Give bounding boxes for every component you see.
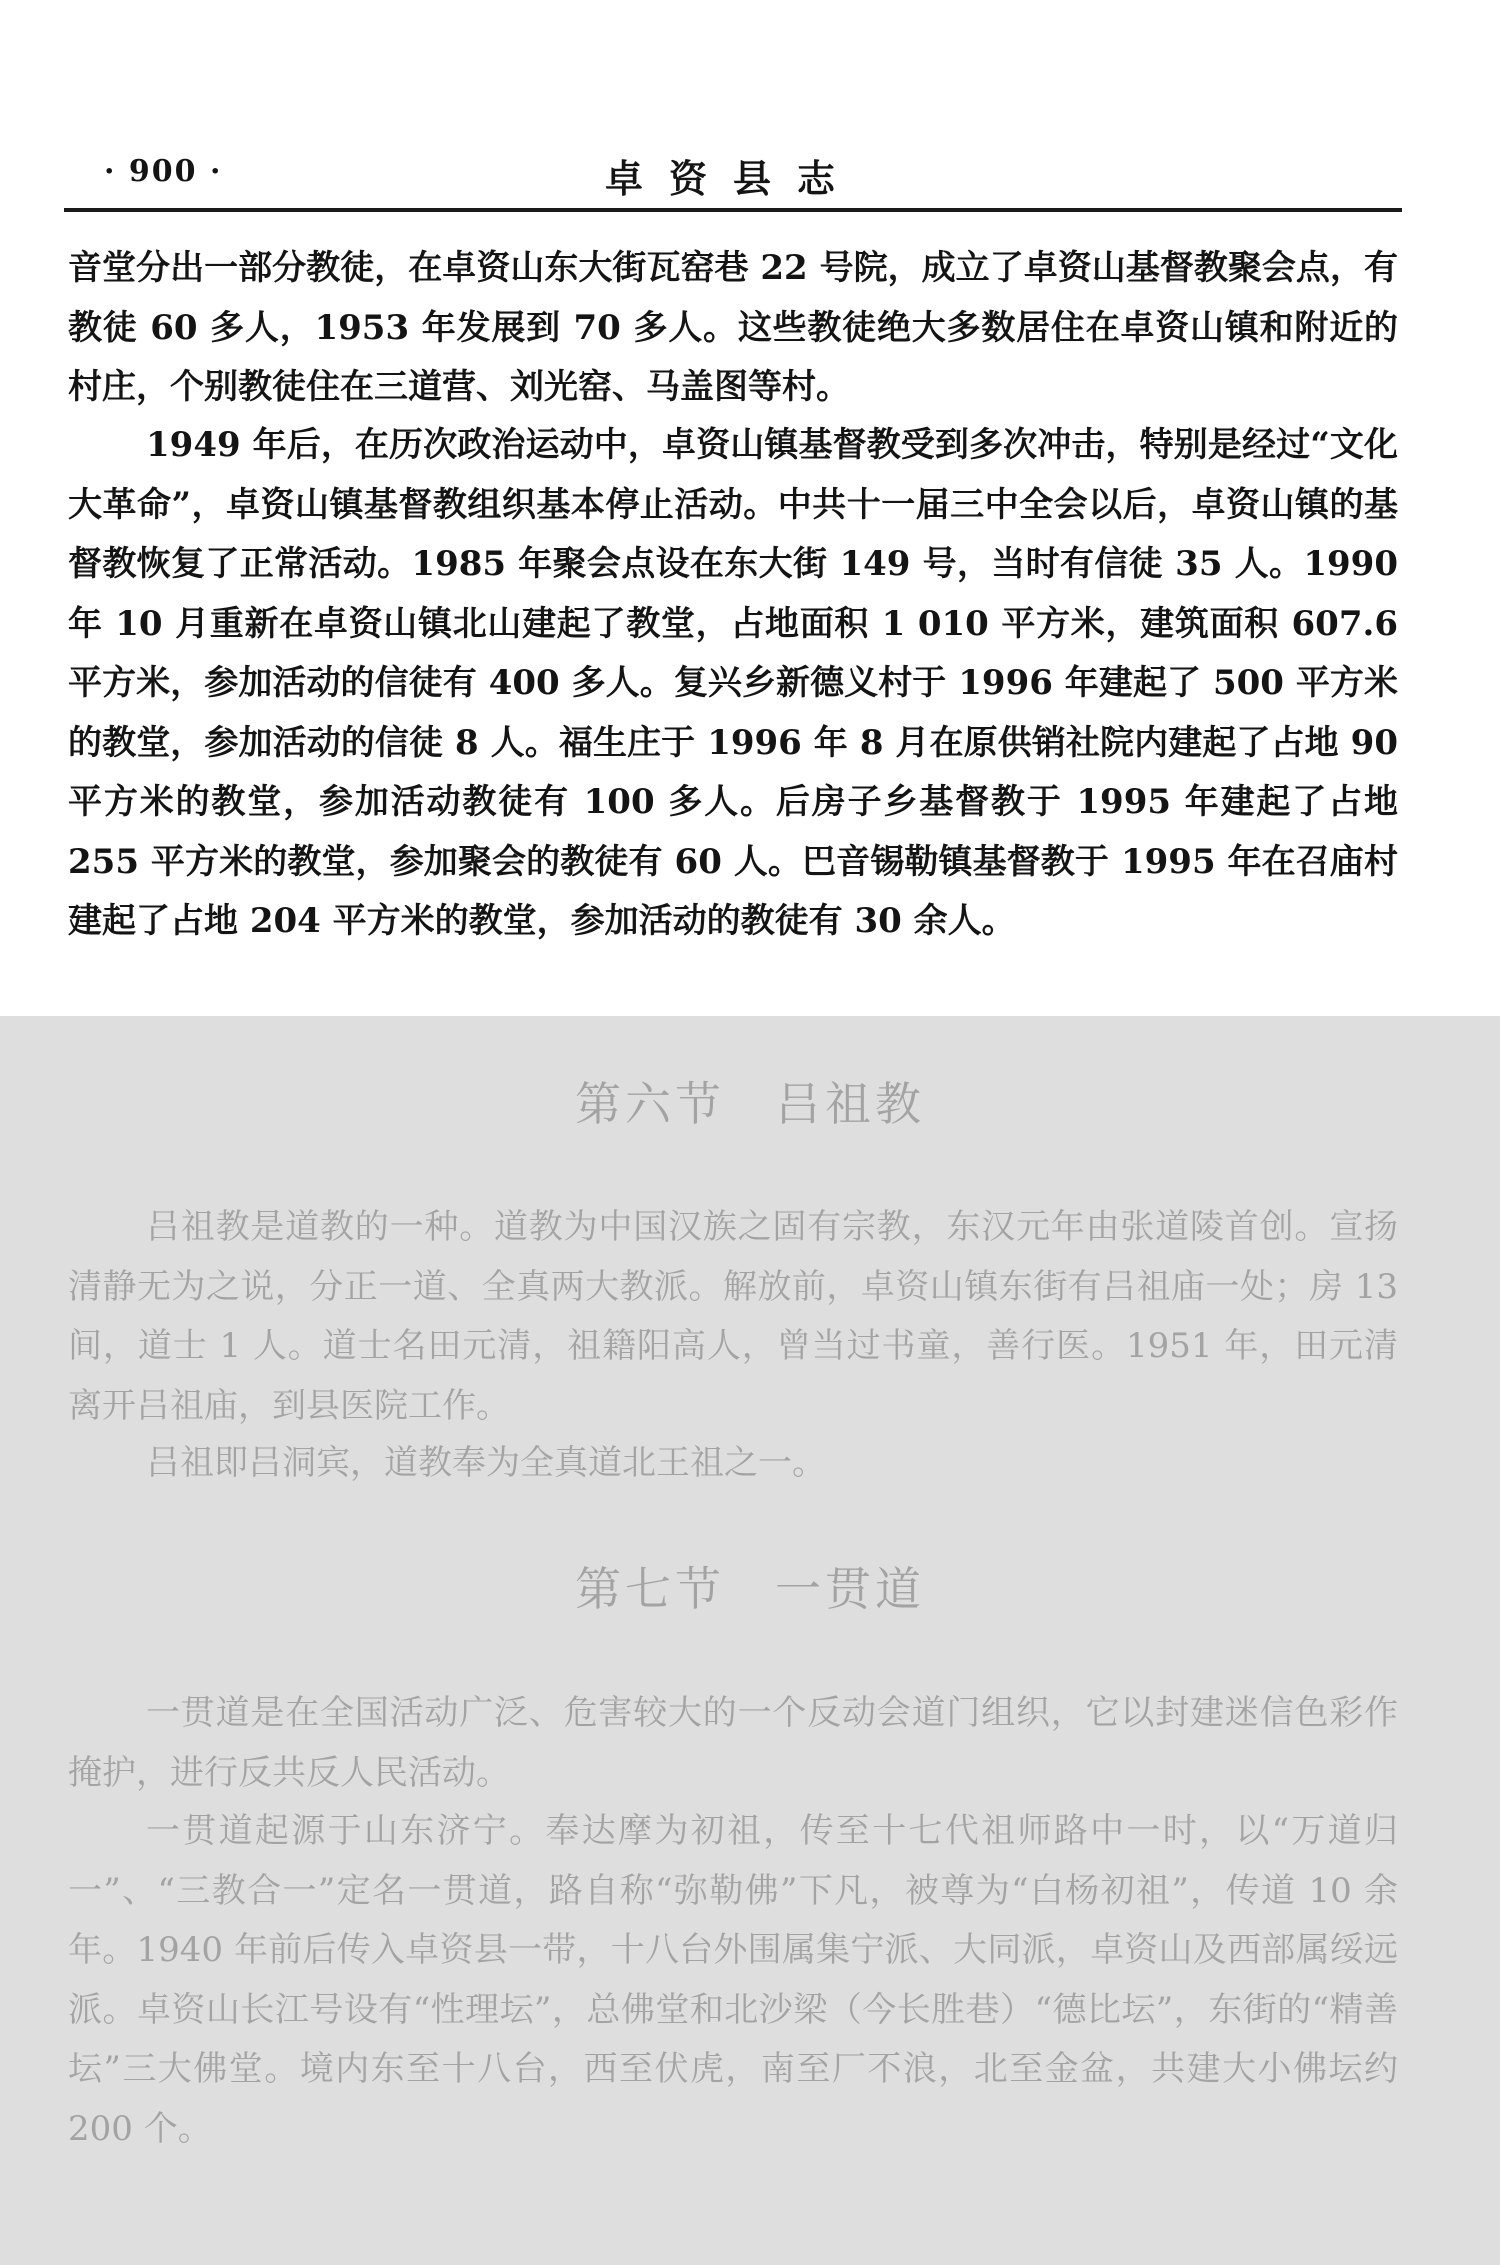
section-paragraph: 吕祖教是道教的一种。道教为中国汉族之固有宗教，东汉元年由张道陵首创。宣扬清静无为之说，分正一道、全真两大教派。解放前，卓资山镇东街有吕祖庙一处；房 13 间，道士 1 人。道士名田元清，祖籍阳高人，曾当过书童，善行医。1951 年，田元清离开吕祖庙，到县医院工作。 [68,1207,1398,1426]
header-rule [64,208,1402,212]
book-title: 卓资县志 [604,156,861,201]
section-paragraph: 吕祖即吕洞宾，道教奉为全真道北王祖之一。 [146,1443,826,1483]
section-paragraph: 一贯道是在全国活动广泛、危害较大的一个反动会道门组织，它以封建迷信色彩作掩护，进行反共反人民活动。 [68,1693,1398,1793]
body-paragraph: 音堂分出一部分教徒，在卓资山东大街瓦窑巷 22 号院，成立了卓资山基督教聚会点，有教徒 60 多人，1953 年发展到 70 多人。这些教徒绝大多数居住在卓资山镇和附近的村庄，个别教徒住在三道营、刘光窑、马盖图等村。 [68,248,1398,407]
page-header [64,148,1402,200]
faded-lower-section [0,1016,1500,2265]
section-heading: 第六节 吕祖教 [575,1077,925,1131]
body-paragraph: 1949 年后，在历次政治运动中，卓资山镇基督教受到多次冲击，特别是经过“文化大革命”，卓资山镇基督教组织基本停止活动。中共十一届三中全会以后，卓资山镇的基督教恢复了正常活动。1985 年聚会点设在东大街 149 号，当时有信徒 35 人。1990 年 10 月重新在卓资山镇北山建起了教堂，占地面积 1 010 平方米，建筑面积 607.6 平方米，参加活动的信徒有 400 多人。复兴乡新德义村于 1996 年建起了 500 平方米的教堂，参加活动的信徒 8 人。福生庄于 1996 年 8 月在原供销社院内建起了占地 90 平方米的教堂，参加活动教徒有 100 多人。后房子乡基督教于 1995 年建起了占地 255 平方米的教堂，参加聚会的教徒有 60 人。巴音锡勒镇基督教于 1995 年在召庙村建起了占地 204 平方米的教堂，参加活动的教徒有 30 余人。 [68,425,1398,941]
section-heading: 第七节 一贯道 [575,1562,925,1616]
section-paragraph: 一贯道起源于山东济宁。奉达摩为初祖，传至十七代祖师路中一时，以“万道归一”、“三教合一”定名一贯道，路自称“弥勒佛”下凡，被尊为“白杨初祖”，传道 10 余年。1940 年前后传入卓资县一带，十八台外围属集宁派、大同派，卓资山及西部属绥远派。卓资山长江号设有“性理坛”，总佛堂和北沙梁（今长胜巷）“德比坛”，东街的“精善坛”三大佛堂。境内东至十八台，西至伏虎，南至厂不浪，北至金盆，共建大小佛坛约 200 个。 [68,1811,1398,2149]
page-number: · 900 · [104,154,223,189]
